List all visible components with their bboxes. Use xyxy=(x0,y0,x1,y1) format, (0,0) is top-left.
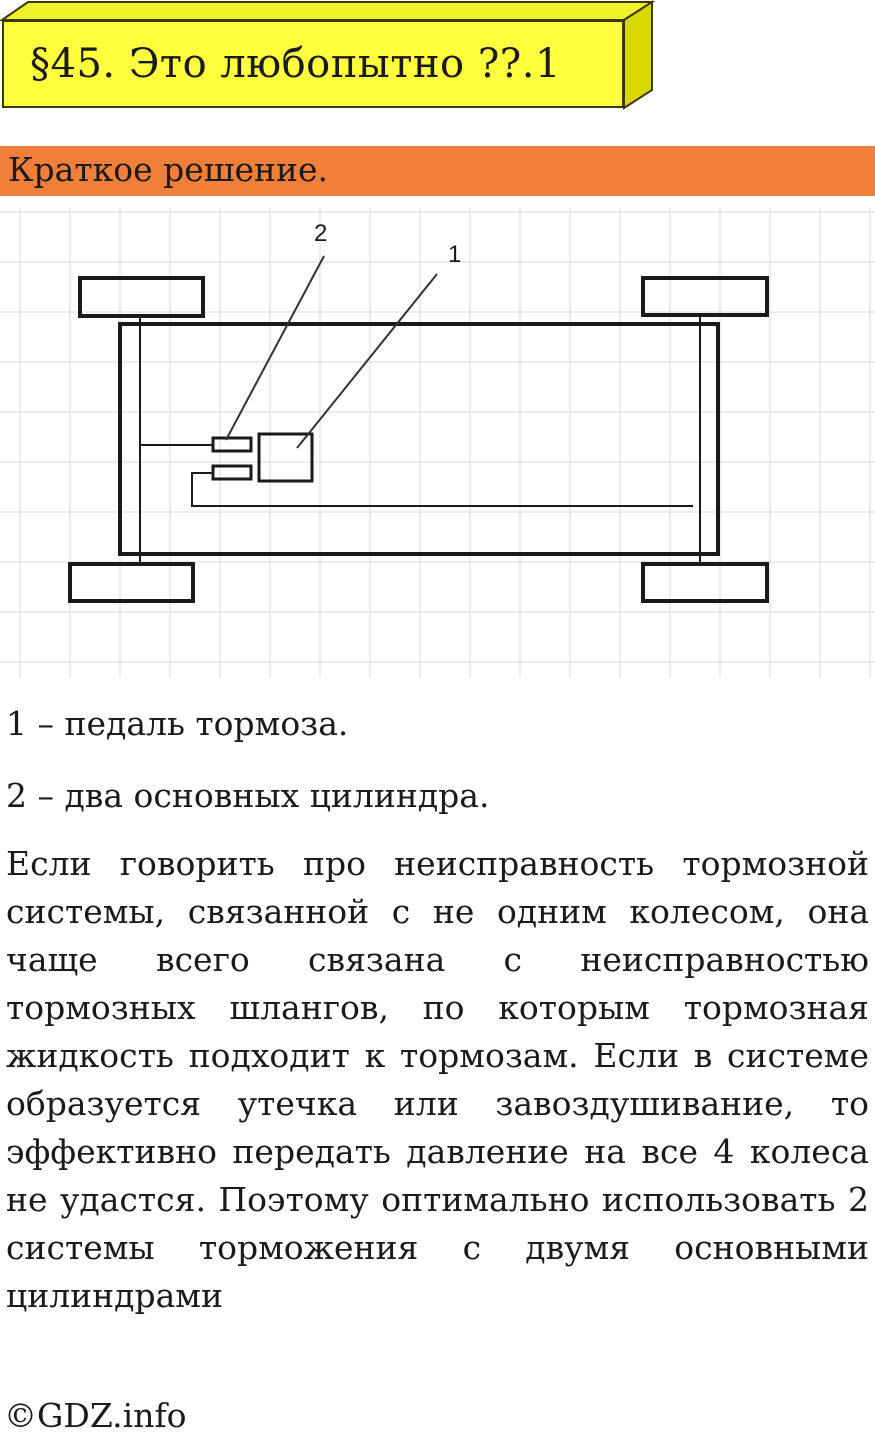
diagram-label-2: 2 xyxy=(314,220,328,247)
brake-system-diagram xyxy=(0,208,875,678)
hose-rear xyxy=(192,473,693,506)
wheel-rear-left xyxy=(70,564,193,601)
legend-item-1: 1 – педаль тормоза. xyxy=(6,704,349,743)
leader-1 xyxy=(297,274,437,448)
page-title-text: §45. Это любопытно ??.1 xyxy=(30,41,561,87)
copyright: ©GDZ.info xyxy=(4,1396,187,1435)
body-paragraph: Если говорить про неисправность тормозной системы, связанной с не одним колесом, она чаще всего связана с неисправностью тормозных шлангов, по которым тормозная жидкость подходит к тормозам. Если в системе образуется утечка или завоздушивание, то эффективно передать давление на все 4 колеса не удастся. Поэтому оптимально использовать 2 системы торможения с двумя основными цилиндрами xyxy=(6,844,869,1315)
page-title xyxy=(2,20,624,108)
master-cylinder-bottom xyxy=(213,466,251,479)
diagram-label-1: 1 xyxy=(448,241,462,268)
wheel-front-left xyxy=(80,278,203,316)
car-frame xyxy=(120,324,718,554)
wheel-front-right xyxy=(643,278,767,315)
master-cylinder-top xyxy=(213,438,251,451)
wheel-rear-right xyxy=(643,564,767,601)
section-label: Краткое решение. xyxy=(8,150,328,189)
legend-item-2: 2 – два основных цилиндра. xyxy=(6,776,490,815)
brake-pedal-box xyxy=(259,434,312,481)
